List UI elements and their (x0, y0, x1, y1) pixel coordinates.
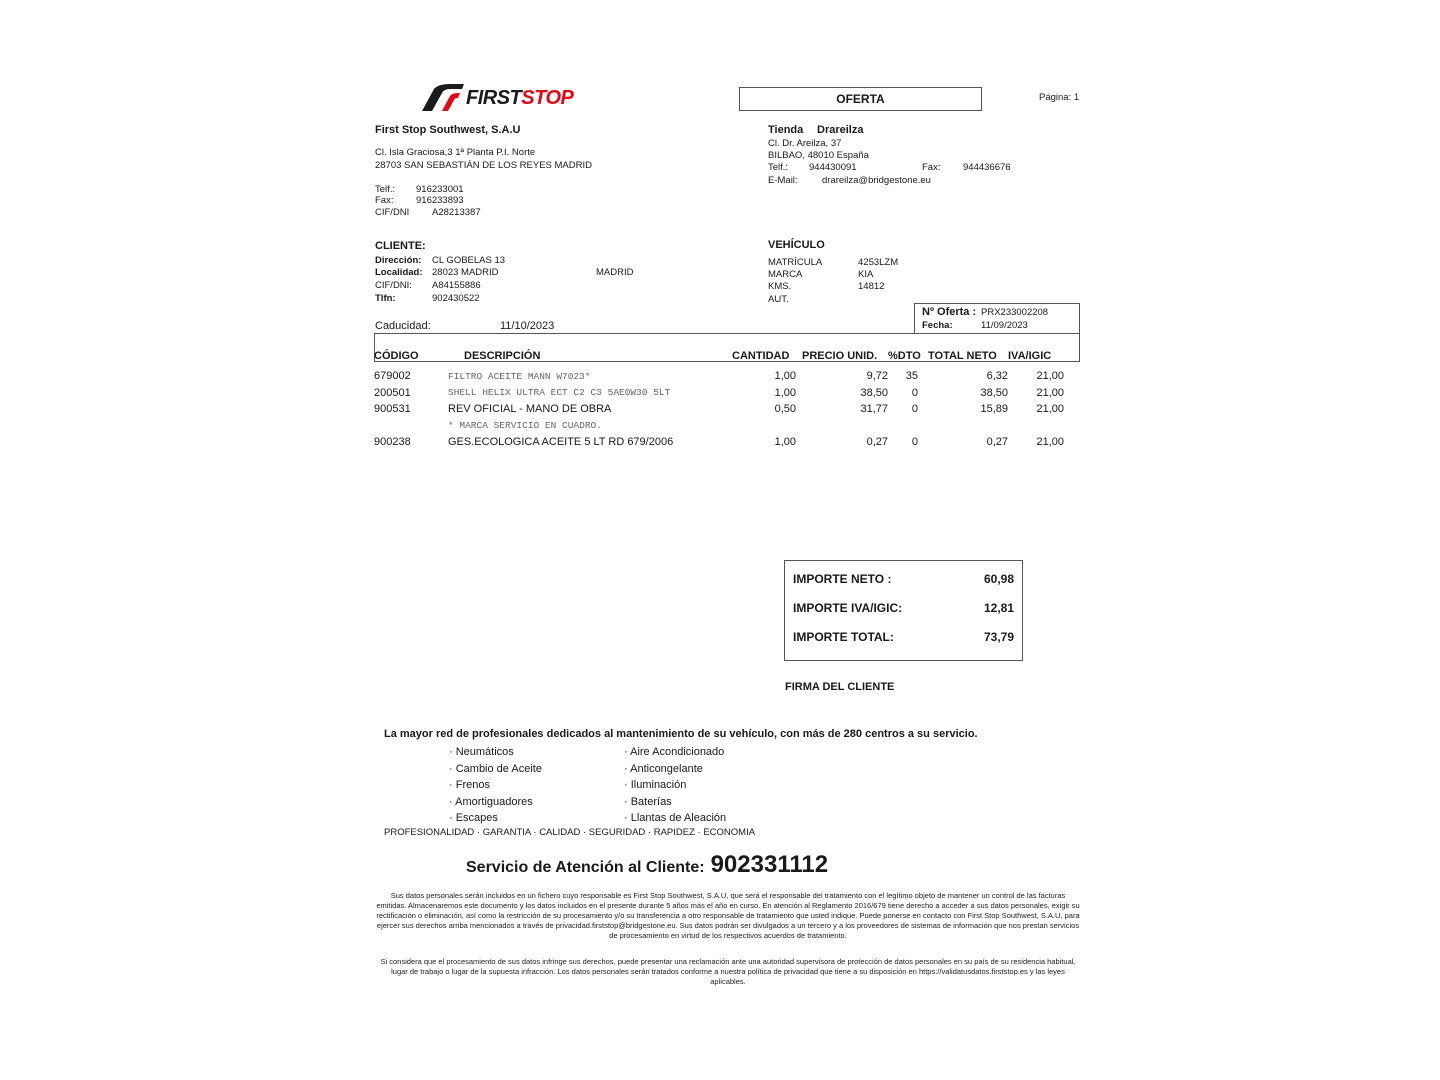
vehicle-marca: KIA (858, 269, 874, 280)
service-item: · Neumáticos (449, 746, 514, 758)
offer-number: PRX233002208 (981, 307, 1049, 318)
caducidad-label: Caducidad: (375, 320, 431, 332)
legal-text-2: Si considera que el procesamiento de sus datos infringe sus derechos, puede presentar una reclamación ante una autoridad supervisora de protección de datos personales en su país de su residencia habitual, lugar de trabajo o lugar de la supuesta infracción. Los datos personales serán tratados conforme a nuestra política de privacidad que tiene a su disposición en https://validatusdatos.firststop.es y las leyes aplicables. (380, 957, 1076, 986)
cell-iva: 21,00 (1036, 386, 1064, 399)
service-item: · Baterías (624, 795, 672, 808)
customer-service (466, 851, 828, 879)
company-address-2: 28703 SAN SEBASTIÁN DE LOS REYES MADRID (375, 160, 592, 171)
service-item: · Aire Acondicionado (624, 746, 725, 758)
service-item: · Anticongelante (624, 762, 703, 775)
document-title: OFERTA (739, 87, 982, 111)
store-fax-label: Fax: (922, 162, 941, 173)
table-row (374, 418, 1080, 435)
customer-service-label: Servicio de Atención al Cliente: (466, 859, 705, 876)
client-loc: 28023 MADRID (432, 267, 499, 278)
cell-description: REV OFICIAL - MANO DE OBRA (448, 403, 612, 416)
cell-code: 679002 (374, 370, 411, 383)
col-header-descripcion: DESCRIPCIÓN (464, 350, 541, 362)
vehicle-kms-label: KMS. (768, 281, 792, 292)
totals-box (784, 560, 1023, 661)
table-row (374, 401, 1080, 418)
cell-price: 9,72 (866, 370, 888, 383)
cell-code: 900531 (374, 403, 411, 416)
cell-price: 0,27 (866, 436, 888, 449)
cell-code (374, 418, 448, 435)
cell-dto: 0 (911, 403, 918, 416)
col-header-codigo: CÓDIGO (374, 350, 419, 362)
client-dir: CL GOBELAS 13 (432, 255, 506, 266)
customer-service-phone: 902331112 (710, 851, 829, 878)
table-row (374, 434, 1080, 451)
cell-dto: 0 (911, 386, 918, 399)
table-header-row (374, 346, 1080, 362)
vehicle-mat: 4253LZM (858, 257, 899, 268)
vehicle-marca-label: MARCA (768, 269, 803, 280)
store-tel: 944430091 (809, 162, 857, 173)
service-item: · Escapes (449, 812, 498, 824)
cell-price: 31,77 (860, 403, 888, 416)
client-cif: A84155886 (432, 280, 481, 291)
cell-dto: 35 (905, 370, 918, 383)
vehicle-aut-label: AUT. (768, 294, 789, 305)
company-cif: A28213387 (432, 207, 481, 218)
store-tel-label: Telf.: (768, 162, 789, 173)
vehicle-heading: VEHÍCULO (768, 239, 825, 251)
table-row (374, 368, 1080, 385)
promo-values: PROFESIONALIDAD · GARANTIA · CALIDAD · SEGURIDAD · RAPIDEZ · ECONOMIA (384, 827, 756, 838)
service-item: · Iluminación (624, 779, 687, 791)
total-neto-row (793, 572, 1014, 586)
cell-description: FILTRO ACEITE MANN W7023* (448, 370, 591, 382)
items-table (374, 346, 1080, 451)
cell-iva: 21,00 (1036, 370, 1064, 383)
signature-label: FIRMA DEL CLIENTE (785, 681, 895, 693)
company-tel-label: Telf.: (375, 184, 396, 195)
cell-total: 38,50 (980, 386, 1008, 399)
firststop-logo (420, 82, 573, 114)
cell-qty: 1,00 (774, 370, 796, 383)
cell-total: 6,32 (986, 370, 1008, 383)
cell-qty: 1,00 (774, 436, 796, 449)
vehicle-mat-label: MATRÍCULA (768, 257, 823, 268)
total-total-row (793, 630, 1014, 644)
client-loc-label: Localidad: (375, 267, 423, 278)
cell-description: * MARCA SERVICIO EN CUADRO. (448, 420, 602, 432)
page-number: Página: 1 (1039, 92, 1080, 103)
total-total-label: IMPORTE TOTAL: (793, 630, 894, 644)
total-iva-label: IMPORTE IVA/IGIC: (793, 601, 903, 615)
total-iva-row (793, 601, 1014, 615)
service-item: · Amortiguadores (449, 795, 533, 808)
logo-wordmark: FIRSTSTOP (466, 86, 574, 109)
caducidad-date: 11/10/2023 (500, 320, 555, 332)
table-top-border (374, 333, 1080, 334)
company-cif-label: CIF/DNI (375, 207, 410, 218)
client-tlf-label: Tlfn: (375, 293, 396, 304)
col-header-precio: PRECIO UNID. (802, 350, 878, 362)
store-address-2: BILBAO, 48010 España (768, 150, 869, 161)
company-address-1: Cl. Isla Graciosa,3 1ª Planta P.I. Norte (375, 147, 536, 158)
store-email: drareilza@bridgestone.eu (822, 175, 931, 186)
company-tel: 916233001 (416, 184, 464, 195)
legal-text-1: Sus datos personales serán incluidos en un fichero cuyo responsable es First Stop Southwest, S.A.U, que será el responsable del tratamiento con el legítimo objeto de mantener un control de las facturas emitidas. Almacenaremos este documento y los datos incluidos en el presente durante 5 años más el año en curso. En atención al Reglamento 2016/679 tiene derecho a acceder a sus datos personales, exigir su rectificación o eliminación, así como la restricción de su procesamiento y/o su transferencia a otro responsable de tratamiento que usted indique. Puede ponerse en contacto con First Stop Southwest, S.A.U, para ejercer sus derechos arriba mencionados a través de privacidad.firststop@bridgestone.eu. Sus datos podrán ser divulgados a un tercero y a los proveedores de sistemas de información que nos prestan servicios de procesamiento en virtud de los respectivos acuerdos de tratamiento. (376, 891, 1080, 940)
cell-qty: 0,50 (774, 403, 796, 416)
service-item: · Cambio de Aceite (449, 762, 542, 775)
cell-code: 900238 (374, 436, 411, 449)
service-item: · Frenos (449, 779, 490, 791)
cell-description: SHELL HELIX ULTRA ECT C2 C3 5AE0W30 5LT (448, 387, 671, 399)
promo-services-col2 (624, 744, 726, 827)
total-total-value: 73,79 (983, 630, 1014, 644)
cell-code: 200501 (374, 386, 411, 399)
promo-services-col1 (449, 744, 542, 827)
vehicle-kms: 14812 (858, 281, 885, 292)
store-fax: 944436676 (963, 162, 1011, 173)
store-name: Drareilza (817, 124, 864, 136)
cell-price: 38,50 (860, 386, 888, 399)
store-label: Tienda (768, 124, 804, 136)
cell-total: 0,27 (986, 436, 1008, 449)
cell-dto: 0 (911, 436, 918, 449)
cell-qty: 1,00 (774, 386, 796, 399)
client-cif-label: CIF/DNI: (375, 280, 412, 291)
promo-headline: La mayor red de profesionales dedicados al mantenimiento de su vehículo, con más de 280 centros a su servicio. (384, 728, 978, 740)
col-header-cantidad: CANTIDAD (732, 350, 790, 362)
total-neto-label: IMPORTE NETO : (793, 572, 892, 586)
table-row (374, 385, 1080, 402)
client-dir-label: Dirección: (375, 255, 422, 266)
offer-number-label: Nº Oferta : (922, 306, 977, 318)
company-name: First Stop Southwest, S.A.U (375, 124, 521, 136)
total-iva-value: 12,81 (983, 601, 1014, 615)
total-neto-value: 60,98 (983, 572, 1014, 586)
store-address-1: Cl. Dr. Areilza, 37 (768, 138, 842, 149)
firststop-logo-icon (420, 83, 466, 113)
client-heading: CLIENTE: (375, 240, 426, 252)
col-header-dto: %DTO (888, 350, 921, 362)
cell-iva: 21,00 (1036, 436, 1064, 449)
cell-description: GES.ECOLOGICA ACEITE 5 LT RD 679/2006 (448, 436, 674, 449)
col-header-total: TOTAL NETO (928, 350, 997, 362)
cell-total: 15,89 (980, 403, 1008, 416)
company-fax-label: Fax: (375, 195, 394, 206)
cell-iva: 21,00 (1036, 403, 1064, 416)
col-header-iva: IVA/IGIC (1008, 350, 1052, 362)
company-fax: 916233893 (416, 195, 464, 206)
client-tlf: 902430522 (432, 293, 480, 304)
offer-date: 11/09/2023 (981, 320, 1028, 331)
store-email-label: E-Mail: (768, 175, 798, 186)
service-item: · Llantas de Aleación (624, 812, 727, 824)
client-province: MADRID (596, 267, 634, 278)
offer-date-label: Fecha: (922, 320, 953, 331)
